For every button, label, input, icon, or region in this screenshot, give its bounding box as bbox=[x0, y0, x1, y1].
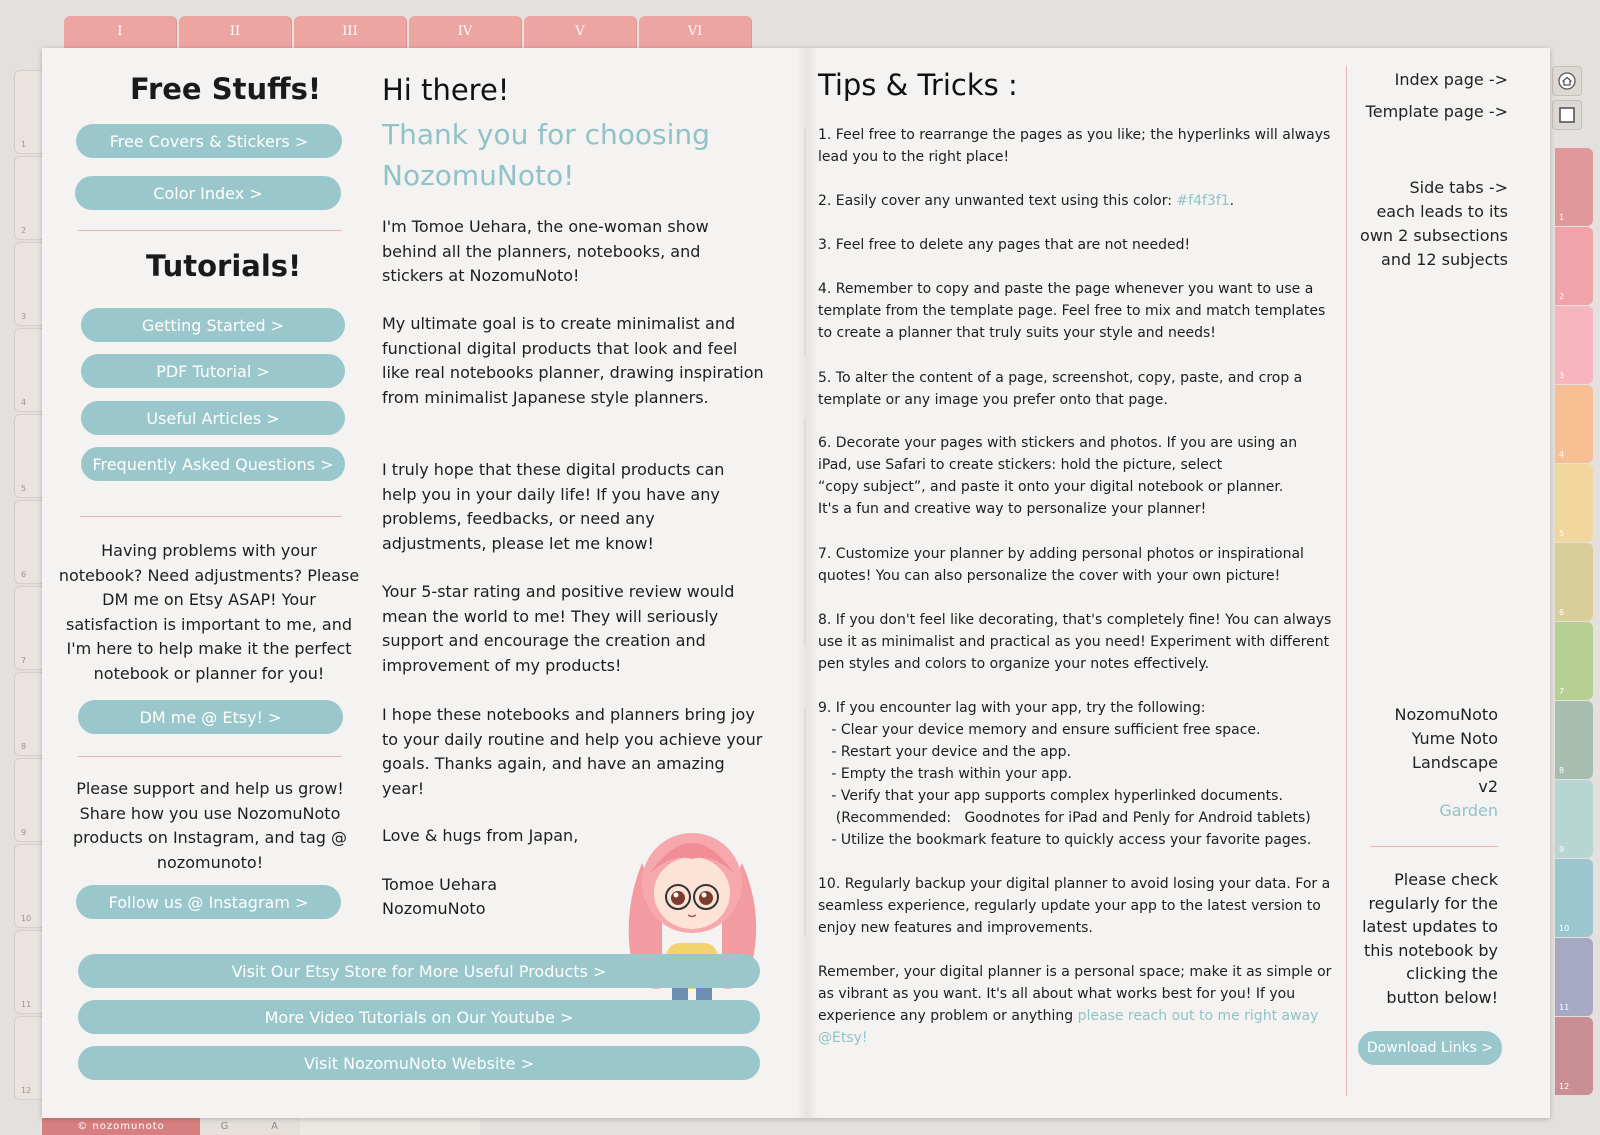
tip-9-line: (Recommended: Goodnotes for iPad and Penly for Android tablets) bbox=[818, 810, 1311, 826]
etsy-contact-link[interactable]: please reach out to me right away @Etsy! bbox=[818, 1008, 1319, 1046]
right-tab-label: 4 bbox=[1559, 450, 1565, 459]
divider bbox=[1370, 846, 1498, 847]
right-tab-label: 11 bbox=[1559, 1003, 1570, 1012]
top-tab[interactable] bbox=[294, 16, 407, 50]
left-tab[interactable] bbox=[14, 156, 44, 240]
free-stuffs-title: Free Stuffs! bbox=[130, 72, 322, 106]
left-tab[interactable] bbox=[14, 930, 44, 1014]
problems-text: Having problems with your notebook? Need adjustments? Please DM me on Etsy ASAP! Your satisfaction is important to me, and I'm here to help make it the perfect notebook or planner for you! bbox=[58, 541, 360, 683]
top-tab-label: I bbox=[117, 24, 123, 39]
intro-paragraph-5: I hope these notebooks and planners bring joy to your daily routine and help you achieve your goals. Thanks again, and have an amazing year! bbox=[382, 705, 763, 798]
gutter-line bbox=[804, 708, 806, 936]
left-tab[interactable] bbox=[14, 242, 44, 326]
top-tab[interactable] bbox=[64, 16, 177, 50]
top-tab-bar bbox=[64, 16, 754, 50]
side-tabs-line: own 2 subsections bbox=[1360, 226, 1508, 245]
cover-color-code: #f4f3f1 bbox=[1176, 193, 1230, 209]
template-page-link[interactable]: Template page -> bbox=[1365, 102, 1508, 121]
left-tab[interactable] bbox=[14, 586, 44, 670]
product-layout: Landscape bbox=[1412, 753, 1498, 772]
intro-paragraph-1: I'm Tomoe Uehara, the one-woman show behind all the planners, notebooks, and stickers at NozomuNoto! bbox=[382, 217, 709, 285]
intro-paragraph-3: I truly hope that these digital products can help you in your daily life! If you have any problems, feedbacks, or need any adjustments, please let me know! bbox=[382, 460, 725, 553]
top-tab[interactable] bbox=[409, 16, 522, 50]
update-note: Please check regularly for the latest updates to this notebook by clicking the button below! bbox=[1362, 870, 1498, 1007]
top-tab-label: VI bbox=[687, 24, 703, 39]
product-theme: Garden bbox=[1439, 801, 1498, 820]
square-icon[interactable] bbox=[1552, 100, 1582, 130]
tip-2-end: . bbox=[1229, 193, 1235, 209]
left-tab[interactable] bbox=[14, 672, 44, 756]
tip-2 bbox=[818, 190, 1338, 212]
tip-5: 5. To alter the content of a page, screenshot, copy, paste, and crop a template or any image you prefer onto that page. bbox=[818, 370, 1303, 408]
left-tab-label: 11 bbox=[21, 1000, 32, 1009]
useful-articles-button[interactable]: Useful Articles > bbox=[81, 401, 345, 435]
tip-6-line: “copy subject”, and paste it onto your digital notebook or planner. bbox=[818, 479, 1284, 495]
instagram-button[interactable]: Follow us @ Instagram > bbox=[76, 885, 341, 919]
color-index-button[interactable]: Color Index > bbox=[75, 176, 341, 210]
right-tab[interactable] bbox=[1555, 543, 1593, 621]
tip-9-line: - Verify that your app supports complex hyperlinked documents. bbox=[818, 788, 1283, 804]
right-tab-label: 3 bbox=[1559, 371, 1565, 380]
side-tabs-line: each leads to its bbox=[1376, 202, 1508, 221]
left-tab[interactable] bbox=[14, 70, 44, 154]
support-text: Please support and help us grow! Share how you use NozomuNoto products on Instagram, and tag @ nozomunoto! bbox=[72, 779, 348, 872]
product-name: Yume Noto bbox=[1411, 729, 1498, 748]
free-covers-button[interactable]: Free Covers & Stickers > bbox=[76, 124, 342, 158]
tip-9-line: 9. If you encounter lag with your app, try the following: bbox=[818, 700, 1206, 716]
gutter-line bbox=[804, 418, 806, 646]
download-links-button[interactable]: Download Links > bbox=[1358, 1031, 1502, 1065]
footer-bar bbox=[42, 1118, 480, 1135]
closing-body: Remember, your digital planner is a personal space; make it as simple or as vibrant as you want. It's all about what works best for you! If you experience any problem or anything bbox=[818, 964, 1332, 1024]
tip-6-line: It's a fun and creative way to personalize your planner! bbox=[818, 501, 1207, 517]
tip-8: 8. If you don't feel like decorating, that's completely fine! You can always use it as minimalist and practical as you need! Experiment with different pen styles and colors to organize your notes effectively. bbox=[818, 612, 1332, 672]
right-tab[interactable] bbox=[1555, 148, 1593, 226]
right-tab[interactable] bbox=[1555, 1017, 1593, 1095]
youtube-button[interactable]: More Video Tutorials on Our Youtube > bbox=[78, 1000, 760, 1034]
tip-9 bbox=[818, 697, 1358, 851]
left-tab[interactable] bbox=[14, 414, 44, 498]
tip-6-line: iPad, use Safari to create stickers: hold the picture, select bbox=[818, 457, 1223, 473]
tip-9-line: - Utilize the bookmark feature to quickly access your favorite pages. bbox=[818, 832, 1312, 848]
top-tab[interactable] bbox=[639, 16, 752, 50]
etsy-store-button[interactable]: Visit Our Etsy Store for More Useful Products > bbox=[78, 954, 760, 988]
right-tab-label: 7 bbox=[1559, 687, 1565, 696]
intro-paragraph-4: Your 5-star rating and positive review would mean the world to me! They will seriously support and encourage the creation and improvement of my products! bbox=[382, 582, 735, 675]
side-tabs-note bbox=[1352, 176, 1508, 272]
notebook-page bbox=[42, 48, 1550, 1118]
page-gutter bbox=[796, 48, 818, 1118]
left-tab-label: 8 bbox=[21, 742, 27, 751]
right-tab-label: 1 bbox=[1559, 213, 1565, 222]
gutter-line bbox=[804, 128, 806, 356]
left-tab[interactable] bbox=[14, 1016, 44, 1100]
right-tab[interactable] bbox=[1555, 701, 1593, 779]
tip-9-line: - Empty the trash within your app. bbox=[818, 766, 1072, 782]
signature-name: Tomoe Uehara bbox=[382, 875, 498, 894]
left-tab-label: 12 bbox=[21, 1086, 32, 1095]
dm-etsy-button[interactable]: DM me @ Etsy! > bbox=[78, 700, 343, 734]
right-tab-label: 12 bbox=[1559, 1082, 1570, 1091]
footer-tab-a[interactable]: A bbox=[250, 1118, 300, 1135]
tip-10: 10. Regularly backup your digital planner to avoid losing your data. For a seamless experience, regularly update your app to the latest version to enjoy new features and improvements. bbox=[818, 876, 1331, 936]
faq-button[interactable]: Frequently Asked Questions > bbox=[81, 447, 345, 481]
tip-7: 7. Customize your planner by adding personal photos or inspirational quotes! You can also personalize the cover with your own picture! bbox=[818, 546, 1304, 584]
avatar bbox=[602, 793, 782, 1033]
top-tab[interactable] bbox=[179, 16, 292, 50]
column-divider bbox=[1346, 66, 1347, 1096]
right-tab-label: 9 bbox=[1559, 845, 1565, 854]
thanks-heading: Thank you for choosing NozomuNoto! bbox=[382, 118, 710, 192]
left-tab[interactable] bbox=[14, 844, 44, 928]
left-tab-label: 4 bbox=[21, 398, 27, 407]
left-tab-label: 5 bbox=[21, 484, 27, 493]
right-tab[interactable] bbox=[1555, 622, 1593, 700]
right-tab[interactable] bbox=[1555, 938, 1593, 1016]
product-info bbox=[1352, 703, 1498, 823]
right-tab-label: 10 bbox=[1559, 924, 1570, 933]
tip-6-line: 6. Decorate your pages with stickers and photos. If you are using an bbox=[818, 435, 1298, 451]
left-tab[interactable] bbox=[14, 328, 44, 412]
website-button[interactable]: Visit NozomuNoto Website > bbox=[78, 1046, 760, 1080]
footer-tab-g[interactable]: G bbox=[200, 1118, 250, 1135]
top-tab-label: V bbox=[575, 24, 585, 39]
closing-text bbox=[818, 961, 1338, 1049]
tip-1: 1. Feel free to rearrange the pages as you like; the hyperlinks will always lead you to the right place! bbox=[818, 127, 1331, 165]
left-tab-strip bbox=[14, 70, 44, 1115]
love-line: Love & hugs from Japan, bbox=[382, 826, 579, 845]
footer-blank bbox=[300, 1118, 480, 1135]
product-brand: NozomuNoto bbox=[1394, 705, 1498, 724]
right-tab-label: 5 bbox=[1559, 529, 1565, 538]
right-tab[interactable] bbox=[1555, 306, 1593, 384]
right-tab-label: 2 bbox=[1559, 292, 1565, 301]
right-tab[interactable] bbox=[1555, 227, 1593, 305]
top-tab-label: II bbox=[229, 24, 241, 39]
getting-started-button[interactable]: Getting Started > bbox=[81, 308, 345, 342]
tip-6 bbox=[818, 432, 1348, 520]
divider bbox=[80, 516, 342, 517]
left-tab-label: 3 bbox=[21, 312, 27, 321]
signature-brand: NozomuNoto bbox=[382, 899, 486, 918]
right-tab[interactable] bbox=[1555, 385, 1593, 463]
tip-2-text: 2. Easily cover any unwanted text using this color: bbox=[818, 193, 1177, 209]
left-tab-label: 7 bbox=[21, 656, 27, 665]
top-tab[interactable] bbox=[524, 16, 637, 50]
left-tab-label: 9 bbox=[21, 828, 27, 837]
right-tab[interactable] bbox=[1555, 464, 1593, 542]
home-icon[interactable] bbox=[1552, 66, 1582, 96]
left-tab[interactable] bbox=[14, 758, 44, 842]
left-tab-label: 2 bbox=[21, 226, 27, 235]
right-tab-label: 8 bbox=[1559, 766, 1565, 775]
tips-title: Tips & Tricks : bbox=[818, 68, 1018, 102]
right-tab-label: 6 bbox=[1559, 608, 1565, 617]
pdf-tutorial-button[interactable]: PDF Tutorial > bbox=[81, 354, 345, 388]
side-tabs-line: Side tabs -> bbox=[1409, 178, 1508, 197]
side-tabs-line: and 12 subjects bbox=[1381, 250, 1508, 269]
product-version: v2 bbox=[1478, 777, 1498, 796]
tip-9-line: - Restart your device and the app. bbox=[818, 744, 1072, 760]
left-tab-label: 6 bbox=[21, 570, 27, 579]
left-tab[interactable] bbox=[14, 500, 44, 584]
divider bbox=[78, 756, 342, 757]
right-tab[interactable] bbox=[1555, 859, 1593, 937]
right-tab[interactable] bbox=[1555, 780, 1593, 858]
tip-4: 4. Remember to copy and paste the page whenever you want to use a template from the template page. Feel free to mix and match templates to create a planner that truly suits your style and needs! bbox=[818, 281, 1326, 341]
greeting-title: Hi there! bbox=[382, 73, 510, 107]
tip-9-line: - Clear your device memory and ensure sufficient free space. bbox=[818, 722, 1261, 738]
copyright-label: © nozomunoto bbox=[42, 1118, 200, 1135]
divider bbox=[78, 230, 342, 231]
tutorials-title: Tutorials! bbox=[146, 249, 302, 283]
left-tab-label: 10 bbox=[21, 914, 32, 923]
index-page-link[interactable]: Index page -> bbox=[1394, 70, 1508, 89]
intro-paragraph-2: My ultimate goal is to create minimalist and functional digital products that look and feel like real notebooks planner, drawing inspiration from minimalist Japanese style planners. bbox=[382, 314, 764, 407]
left-tab-label: 1 bbox=[21, 140, 27, 149]
top-tab-label: III bbox=[342, 24, 358, 39]
top-tab-label: IV bbox=[457, 24, 473, 39]
tip-3: 3. Feel free to delete any pages that are not needed! bbox=[818, 237, 1191, 253]
